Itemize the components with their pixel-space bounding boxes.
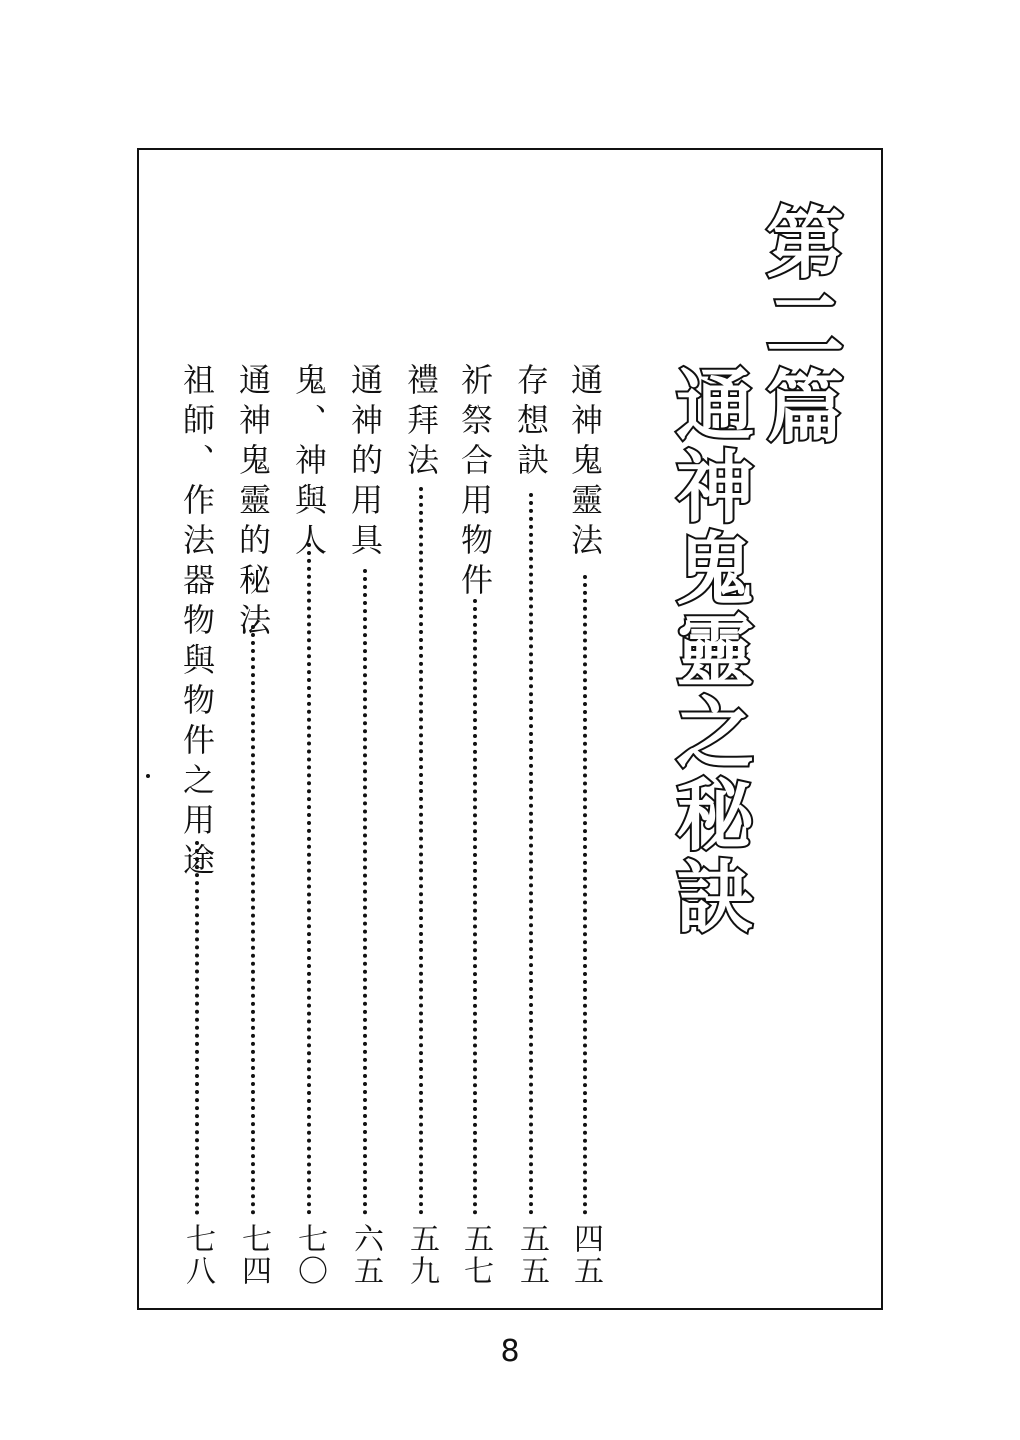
- chapter-title: 通神鬼靈之秘訣: [663, 364, 753, 938]
- toc-leader-dots: [529, 493, 533, 1215]
- toc-page-number: 五五: [514, 1223, 549, 1287]
- toc-title: 通神的用具: [346, 363, 384, 563]
- toc-page-number: 五七: [458, 1223, 493, 1287]
- toc-leader-dots: [251, 625, 255, 1215]
- toc-leader-dots: [473, 599, 477, 1215]
- toc-title: 禮拜法: [402, 363, 440, 483]
- toc-page-number: 五九: [404, 1223, 439, 1287]
- toc-leader-dots: [195, 841, 199, 1215]
- toc-title: 存想訣: [512, 363, 550, 483]
- toc-entry-3[interactable]: [455, 363, 495, 1293]
- toc-leader-dots: [419, 487, 423, 1215]
- toc-title: 通神鬼靈的秘法: [234, 363, 272, 643]
- toc-entry-5[interactable]: [345, 363, 385, 1293]
- toc-page-number: 六五: [348, 1223, 383, 1287]
- chapter-number: 第二篇: [753, 202, 843, 448]
- page-number: 8: [500, 1334, 520, 1369]
- toc-page-number: 四五: [568, 1223, 603, 1287]
- toc-page-number: 七〇: [292, 1223, 327, 1287]
- toc-page-number: 七四: [236, 1223, 271, 1287]
- toc-entry-4[interactable]: [401, 363, 441, 1293]
- toc-entry-7[interactable]: [233, 363, 273, 1293]
- toc-entry-1[interactable]: [565, 363, 605, 1293]
- toc-title: 通神鬼靈法: [566, 363, 604, 563]
- toc-page-number: 七八: [180, 1223, 215, 1287]
- toc-entry-2[interactable]: [511, 363, 551, 1293]
- toc-title: 祖師、作法器物與物件之用途: [178, 363, 216, 883]
- toc-leader-dots: [583, 575, 587, 1215]
- toc-entry-6[interactable]: [289, 363, 329, 1293]
- toc-entry-8[interactable]: [177, 363, 217, 1293]
- toc-title: 鬼、神與人: [290, 363, 328, 563]
- toc-title: 祈祭合用物件: [456, 363, 494, 603]
- toc-leader-dots: [307, 543, 311, 1215]
- toc-leader-dots: [363, 569, 367, 1215]
- stray-ink-mark: [146, 774, 150, 778]
- page-frame: [137, 148, 883, 1310]
